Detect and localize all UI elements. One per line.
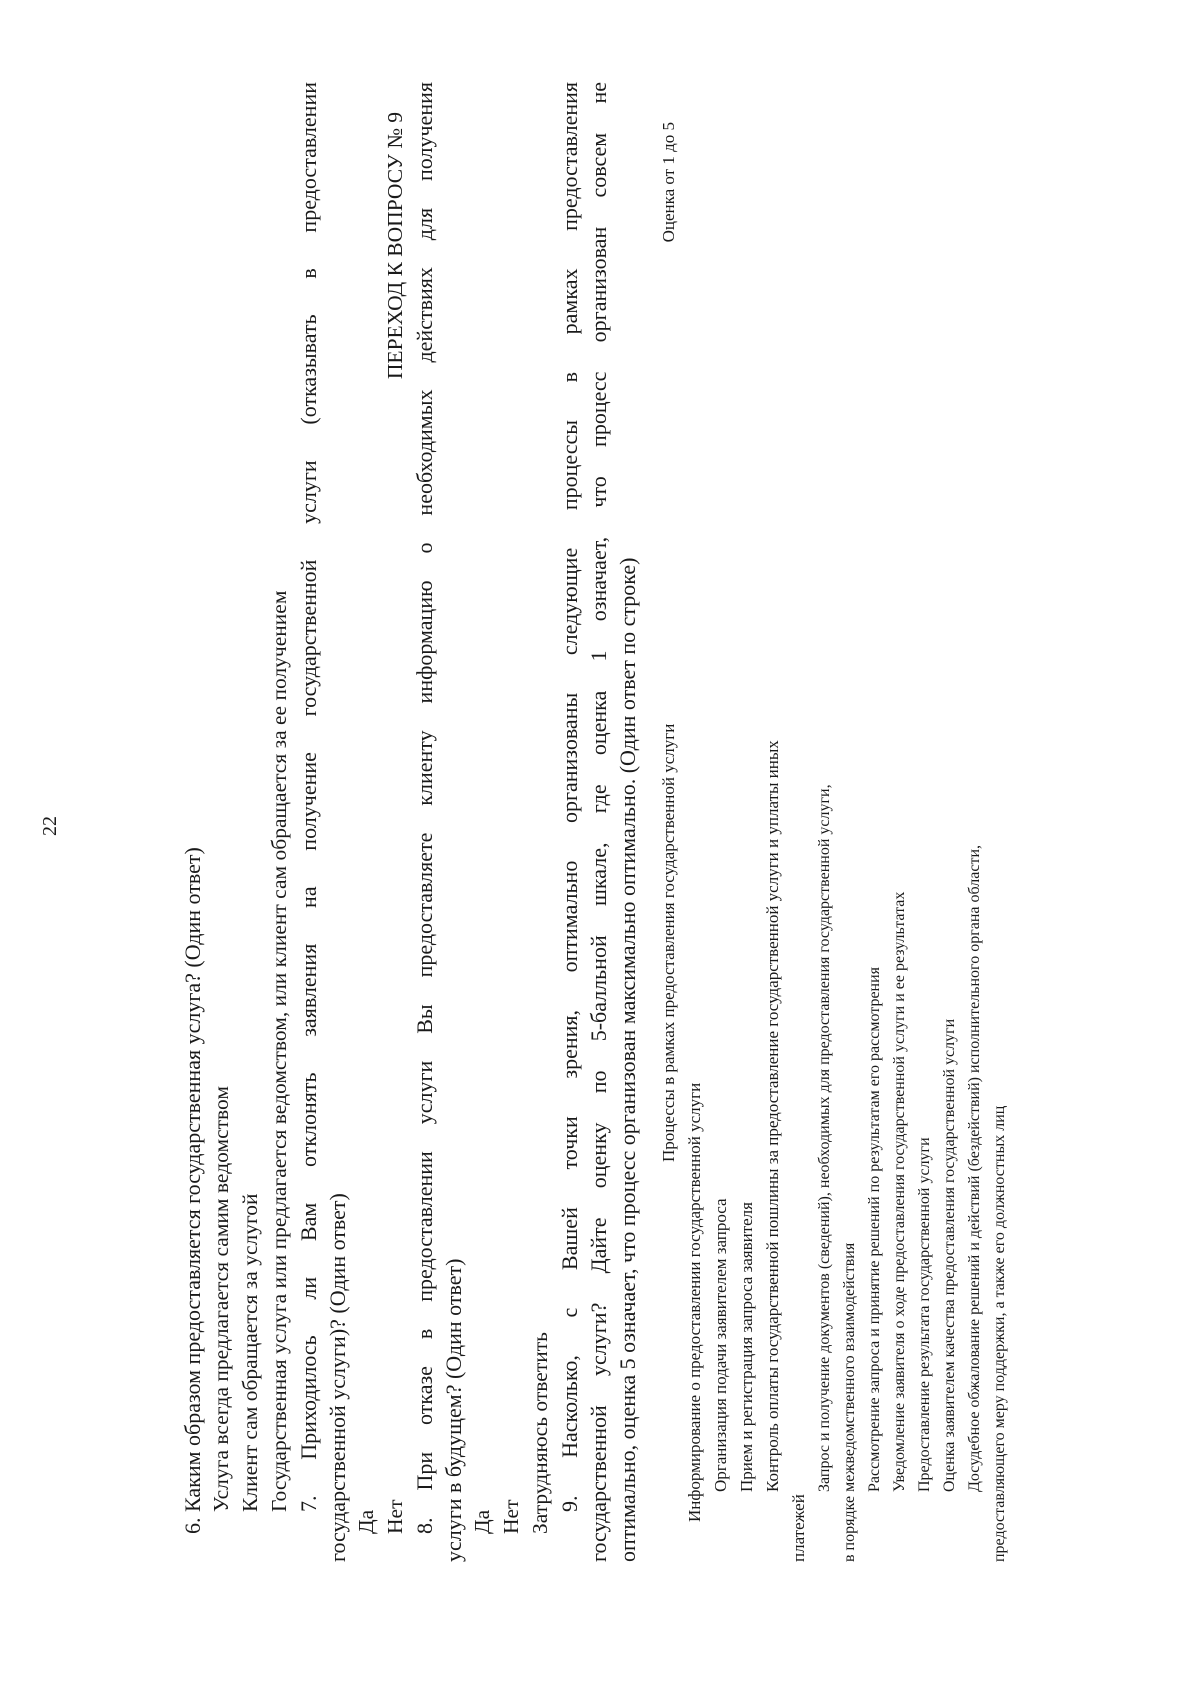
q8-option-unsure: Затрудняюсь ответить (528, 1332, 552, 1534)
question-9-line-1: 9. Насколько, с Вашей точки зрения, оптимально организованы следующие процессы в рамках предоставления (557, 82, 582, 1512)
q6-option-1: Услуга всегда предлагается самим ведомством (209, 1086, 233, 1512)
q7-option-no (381, 82, 410, 1562)
table-row: Прием и регистрация запроса заявителя (737, 1202, 756, 1492)
table-row: Оценка заявителем качества предоставления государственной услуги (941, 1018, 958, 1492)
q6-option-2: Клиент сам обращается за услугой (238, 1193, 262, 1512)
table-row-continuation: предоставляющего меру поддержки, а также его должностных лиц (991, 1105, 1008, 1562)
table-row-continuation: платежей (789, 1494, 808, 1562)
table-row: Запрос и получение документов (сведений), необходимых для предоставления государственной услуги, (816, 784, 833, 1492)
table-row: Уведомление заявителя о ходе предоставления государственной услуги и ее результатах (891, 891, 908, 1492)
q6-option-3: Государственная услуга или предлагается ведомством, или клиент сам обращается за ее получением (267, 590, 291, 1512)
q8-option-no: Нет (499, 1499, 523, 1534)
q7-option-yes: Да (354, 1509, 378, 1534)
rotated-page-content (178, 82, 1012, 1562)
table-row: Предоставление результата государственной услуги (916, 1137, 933, 1492)
question-9-line-3: оптимально, оценка 5 означает, что процесс организован максимально оптимально. (Один ответ по строке) (615, 557, 640, 1562)
question-8-line-2: услуги в будущем? (Один ответ) (441, 1258, 466, 1562)
q7-jump-instruction: ПЕРЕХОД К ВОПРОСУ № 9 (383, 112, 407, 380)
table-row: Организация подачи заявителем запроса (711, 1198, 730, 1492)
question-7-line-2: государственной услуги)? (Один ответ) (325, 1193, 350, 1562)
page-number: 22 (39, 816, 61, 836)
table-header-score: Оценка от 1 до 5 (659, 122, 678, 243)
table-row-continuation: в порядке межведомственного взаимодействия (841, 1242, 858, 1562)
table-row: Досудебное обжалование решений и действий (бездействий) исполнительного органа области, (966, 844, 983, 1492)
table-header-process: Процессы в рамках предоставления государственной услуги (659, 723, 678, 1162)
table-row: Информирование о предоставлении государственной услуги (685, 1082, 704, 1522)
table-header (656, 82, 682, 1562)
table-row: Контроль оплаты государственной пошлины за предоставление государственной услуги и уплаты иных (763, 740, 782, 1492)
table-row: Рассмотрение запроса и принятие решений по результатам его рассмотрения (866, 966, 883, 1492)
question-6: 6. Каким образом предоставляется государственная услуга? (Один ответ) (180, 847, 205, 1534)
question-8-line-1: 8. При отказе в предоставлении услуги Вы предоставляете клиенту информацию о необходимых действиях для получения (412, 82, 437, 1534)
question-7-line-1: 7. Приходилось ли Вам отклонять заявления на получение государственной услуги (отказывать в предоставлении (296, 82, 321, 1512)
q8-option-yes: Да (470, 1509, 494, 1534)
q7-option-no-label: Нет (383, 1499, 407, 1534)
question-9-line-2: государственной услуги? Дайте оценку по 5-балльной шкале, где оценка 1 означает, что процесс организован совсем не (586, 82, 611, 1562)
